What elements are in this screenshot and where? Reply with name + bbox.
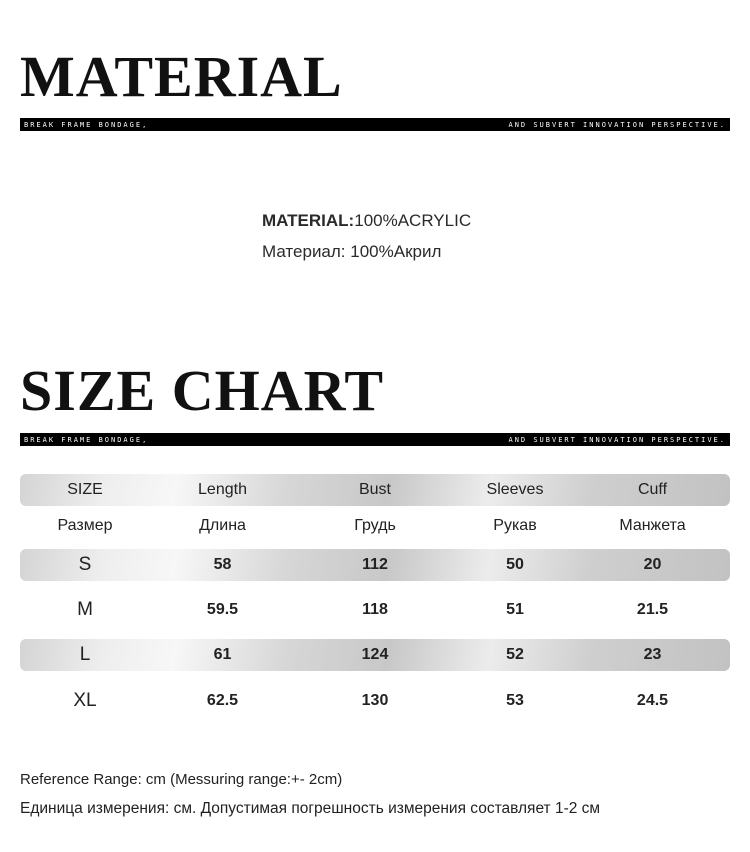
sleeves-cell: 51	[506, 601, 524, 618]
bust-cell: 118	[362, 601, 388, 618]
header-size: SIZE	[67, 481, 103, 498]
tagline-left: BREAK FRAME BONDAGE,	[24, 435, 149, 444]
material-en-value: 100%ACRYLIC	[354, 211, 472, 230]
header-bust: Bust	[358, 481, 391, 498]
material-ru-label: Материал:	[262, 242, 346, 261]
header-bust-ru: Грудь	[354, 517, 396, 534]
material-title: MATERIAL	[20, 44, 343, 109]
cuff-cell: 23	[643, 646, 662, 663]
size-cell: XL	[73, 690, 97, 711]
size-chart-title: SIZE CHART	[20, 358, 385, 423]
material-ru-line	[262, 242, 441, 262]
header-sleeves: Sleeves	[486, 481, 544, 498]
material-ru-value: 100%Акрил	[345, 242, 442, 261]
material-en-label: MATERIAL:	[262, 211, 355, 230]
cuff-cell: 20	[643, 556, 662, 573]
header-cuff-ru: Манжета	[619, 517, 686, 534]
tagline-left: BREAK FRAME BONDAGE,	[24, 120, 149, 129]
sleeves-cell: 53	[506, 692, 524, 709]
sleeves-cell: 50	[506, 556, 524, 573]
cuff-cell: 21.5	[636, 601, 669, 618]
header-sleeves-ru: Рукав	[493, 517, 537, 534]
tagline-right: AND SUBVERT INNOVATION PERSPECTIVE.	[508, 435, 726, 444]
size-cell: S	[78, 554, 92, 575]
cuff-cell: 24.5	[636, 692, 669, 709]
table-row	[20, 549, 730, 581]
table-row	[20, 685, 730, 717]
material-en-line	[262, 211, 471, 231]
table-row	[20, 639, 730, 671]
bust-cell: 130	[361, 692, 389, 709]
reference-note-ru: Единица измерения: см. Допустимая погрешность измерения составляет 1-2 см	[20, 800, 601, 817]
length-cell: 58	[213, 556, 232, 573]
table-header-ru	[20, 510, 730, 542]
size-cell: M	[77, 599, 93, 620]
tagline-right: AND SUBVERT INNOVATION PERSPECTIVE.	[508, 120, 726, 129]
table-row	[20, 594, 730, 626]
sleeves-cell: 52	[506, 646, 524, 663]
header-length-ru: Длина	[199, 517, 246, 534]
bust-cell: 112	[362, 556, 388, 573]
header-size-ru: Размер	[57, 517, 113, 534]
bust-cell: 124	[361, 646, 389, 663]
length-cell: 62.5	[206, 692, 239, 709]
header-length: Length	[198, 481, 247, 498]
table-header-en	[20, 474, 730, 506]
reference-note-en: Reference Range: cm (Messuring range:+- 2cm)	[20, 771, 343, 788]
header-cuff: Cuff	[637, 481, 668, 498]
tagline-bar	[20, 118, 730, 131]
tagline-bar	[20, 433, 730, 446]
length-cell: 61	[213, 646, 232, 663]
size-cell: L	[79, 644, 91, 665]
length-cell: 59.5	[206, 601, 239, 618]
